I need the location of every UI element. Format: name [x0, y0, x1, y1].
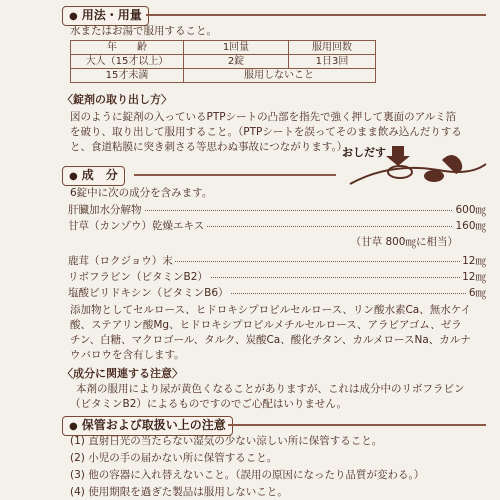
usage-heading-text: 用法・用量 — [81, 8, 142, 22]
additives-line: 酸、ステアリン酸Mg、ヒドロキシプロピルメチルセルロース、アラビアゴム、ゼラ — [70, 319, 462, 331]
ingredient-amount: 160㎎ — [455, 220, 486, 232]
storage-item: (3) 他の容器に入れ替えないこと。（誤用の原因になったり品質が変わる。） — [70, 469, 425, 481]
ingredient-amount: 12㎎ — [462, 271, 486, 283]
storage-heading-text: 保管および取扱い上の注意 — [81, 418, 226, 432]
table-cell: 2錠 — [184, 55, 289, 69]
caution-heading: 〈成分に関連する注意〉 — [62, 367, 183, 380]
divider — [228, 424, 486, 426]
ingredient-name: 塩酸ピリドキシン（ビタミンB6） — [68, 287, 229, 299]
ingredient-amount: 12㎎ — [462, 255, 486, 267]
divider — [146, 14, 486, 16]
ingredient-row — [68, 270, 486, 285]
storage-item: (2) 小児の手の届かない所に保管すること。 — [70, 452, 278, 464]
dosage-table — [70, 40, 376, 83]
ingredient-amount: 600㎎ — [455, 204, 486, 216]
table-cell: 15才未満 — [71, 69, 184, 83]
table-cell: 年 齢 — [71, 41, 184, 55]
ingredient-amount: 6㎎ — [468, 287, 486, 299]
storage-item: (4) 使用期限を過ぎた製品は服用しないこと。 — [70, 486, 288, 498]
ptp-figure — [340, 140, 490, 192]
storage-heading: ● 保管および取扱い上の注意 — [62, 416, 233, 436]
divider — [134, 174, 336, 176]
table-cell: 服用回数 — [289, 41, 376, 55]
caution-line: （ビタミンB2）によるものですのでご心配はいりません。 — [70, 398, 348, 410]
additives-line: チン、白糖、マクロゴール、タルク、炭酸Ca、酸化チタン、カルメロースNa、カルナ — [70, 334, 471, 346]
ingredient-row — [68, 219, 486, 234]
ingredient-name: 肝臓加水分解物 — [68, 204, 142, 216]
ingredient-row — [68, 286, 486, 301]
table-row — [71, 69, 376, 83]
table-cell: 大人（15才以上） — [71, 55, 184, 69]
ptp-press-icon — [340, 140, 490, 192]
figure-label: おしだす — [342, 146, 386, 159]
table-row — [71, 41, 376, 55]
ingredient-row — [68, 203, 486, 218]
ingredient-name: 鹿茸（ロクジョウ）末 — [68, 255, 173, 267]
usage-intro: 水またはお湯で服用すること。 — [70, 25, 217, 37]
table-cell: 1日3回 — [289, 55, 376, 69]
ingredient-name: リボフラビン（ビタミンB2） — [68, 271, 208, 283]
ingredients-intro: 6錠中に次の成分を含みます。 — [70, 187, 213, 199]
storage-item: (1) 直射日光の当たらない湿気の少ない涼しい所に保管すること。 — [70, 435, 383, 447]
ingredients-heading: ● 成 分 — [62, 166, 125, 186]
ingredient-row — [68, 254, 486, 269]
tablet-line: 図のように錠剤の入っているPTPシートの凸部を指先で強く押して裏面のアルミ箔 — [70, 111, 457, 123]
table-cell: 1回量 — [184, 41, 289, 55]
ingredient-name: 甘草（カンゾウ）乾燥エキス — [68, 220, 205, 232]
table-cell: 服用しないこと — [184, 69, 376, 83]
usage-heading: ● 用法・用量 — [62, 6, 149, 26]
tablet-heading: 〈錠剤の取り出し方〉 — [62, 93, 172, 106]
ingredient-note: （甘草 800㎎に相当） — [350, 236, 458, 248]
ingredients-heading-text: 成 分 — [81, 168, 118, 182]
additives-line: 添加物としてセルロース、ヒドロキシプロピルセルロース、リン酸水素Ca、無水ケイ — [70, 304, 472, 316]
table-row — [71, 55, 376, 69]
tablet-line: を破り、取り出して服用すること。（PTPシートを誤ってそのまま飲み込んだりする — [70, 126, 462, 138]
additives-line: ウバロウを含有します。 — [70, 349, 185, 361]
caution-line: 本剤の服用により尿が黄色くなることがありますが、これは成分中のリボフラビン — [76, 383, 465, 395]
tablet-line: と、食道粘膜に突き刺さる等思わぬ事故につながります。） — [70, 141, 348, 153]
